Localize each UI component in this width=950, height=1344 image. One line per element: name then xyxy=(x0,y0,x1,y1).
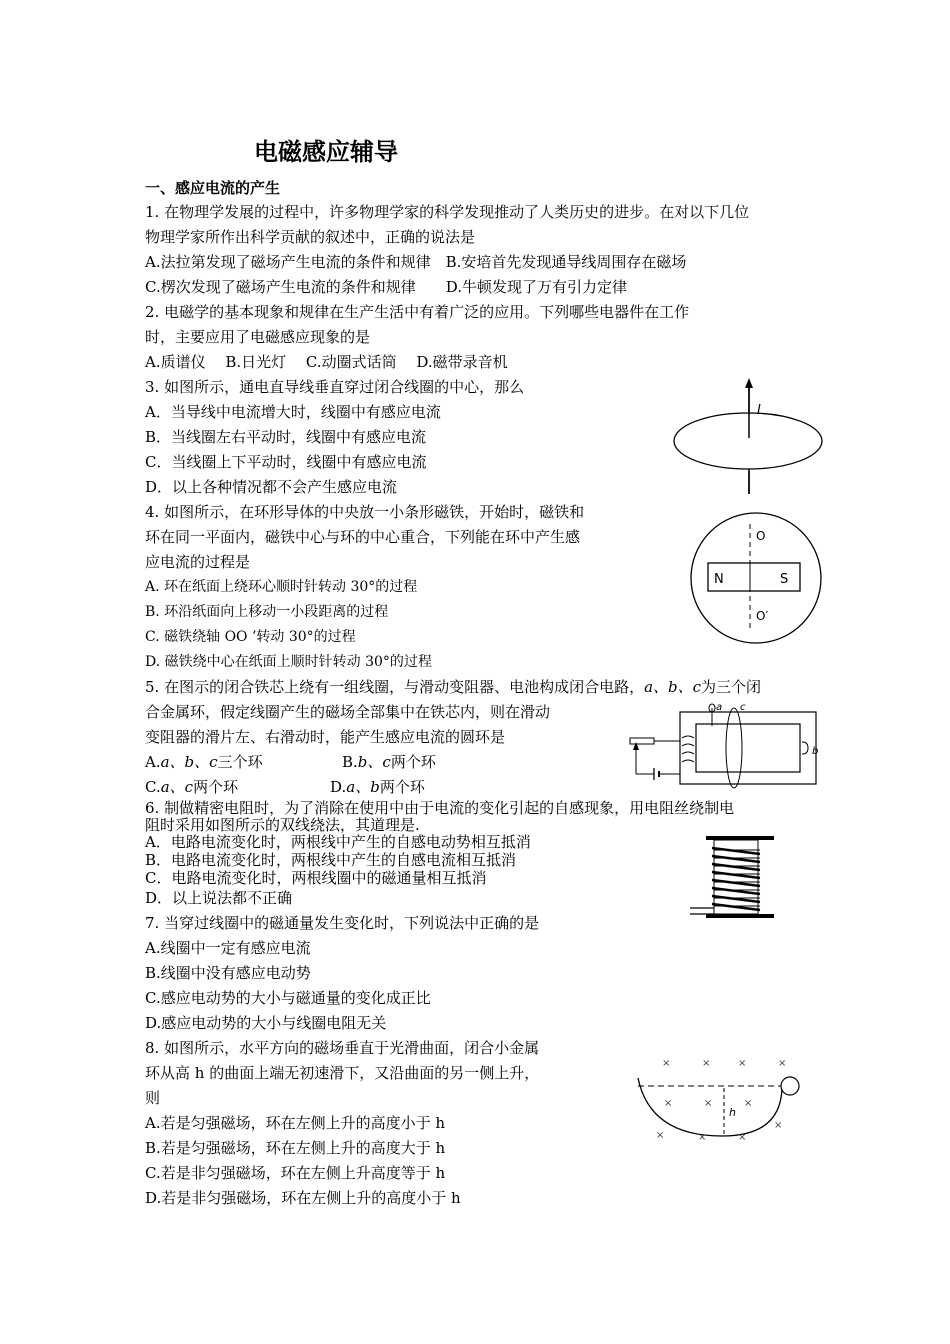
q8-option-b: B.若是匀强磁场，环在左侧上升的高度大于 h xyxy=(145,1139,446,1157)
q5-option-d xyxy=(330,777,425,797)
q5-ring-c-label: c xyxy=(740,702,746,713)
q3-wire-coil-figure xyxy=(668,376,828,498)
q7-option-c: C.感应电动势的大小与磁通量的变化成正比 xyxy=(145,989,431,1007)
q5-stem-line2: 合金属环，假定线圈产生的磁场全部集中在铁芯内，则在滑动 xyxy=(145,703,551,721)
q3-option-b: B．当线圈左右平动时，线圈中有感应电流 xyxy=(145,428,427,446)
q8-stem-line2: 环从高 h 的曲面上端无初速滑下，又沿曲面的另一侧上升， xyxy=(145,1064,540,1082)
q5-d-prefix: D. xyxy=(330,778,347,796)
field-x-mark: × xyxy=(774,1120,783,1131)
q4-stem-line2: 环在同一平面内，磁铁中心与环的中心重合，下列能在环中产生感 xyxy=(145,528,581,546)
q6-option-d: D．以上说法都不正确 xyxy=(145,889,293,907)
field-x-mark: × xyxy=(738,1132,747,1143)
q5-c-suffix: 两个环 xyxy=(193,778,239,796)
q3-stem: 3. 如图所示，通电直导线垂直穿过闭合线圈的中心，那么 xyxy=(145,378,525,396)
q6-option-c: C．电路电流变化时，两根线圈中的磁通量相互抵消 xyxy=(145,869,487,887)
q5-option-a xyxy=(145,752,263,772)
q5-a-vars: a、b、c xyxy=(160,753,218,771)
q5-c-prefix: C. xyxy=(145,778,161,796)
q5-iron-core-circuit-figure xyxy=(624,698,824,790)
q5-d-vars: a、b xyxy=(346,778,380,796)
q4-option-c: C. 磁铁绕轴 OO ’转动 30°的过程 xyxy=(145,629,356,645)
q3-option-d: D．以上各种情况都不会产生感应电流 xyxy=(145,478,398,496)
q3-option-a: A．当导线中电流增大时，线圈中有感应电流 xyxy=(145,403,441,421)
q5-stem-text-c: 为三个闭 xyxy=(701,678,762,696)
field-x-mark: × xyxy=(778,1058,787,1069)
q8-curved-surface-field-figure xyxy=(632,1048,806,1144)
q7-stem: 7. 当穿过线圈中的磁通量发生变化时，下列说法中正确的是 xyxy=(145,914,540,932)
field-x-mark: × xyxy=(664,1098,673,1109)
q3-current-label: I xyxy=(757,403,761,418)
q4-option-b: B. 环沿纸面向上移动一小段距离的过程 xyxy=(145,604,389,620)
q5-a-prefix: A. xyxy=(145,753,161,771)
q4-axis-o-label: O xyxy=(756,529,766,543)
q1-stem-line2: 物理学家所作出科学贡献的叙述中，正确的说法是 xyxy=(145,228,476,246)
q5-a-suffix: 三个环 xyxy=(217,753,263,771)
q5-stem-line1 xyxy=(145,677,761,697)
q7-option-d: D.感应电动势的大小与线圈电阻无关 xyxy=(145,1014,387,1032)
q8-option-a: A.若是匀强磁场，环在左侧上升的高度小于 h xyxy=(145,1114,446,1132)
q8-height-label: h xyxy=(729,1106,736,1119)
field-x-mark: × xyxy=(662,1058,671,1069)
q4-option-d: D. 磁铁绕中心在纸面上顺时针转动 30°的过程 xyxy=(145,654,432,670)
q2-options: A.质谱仪 B.日光灯 C.动圈式话筒 D.磁带录音机 xyxy=(145,353,508,371)
q5-b-suffix: 两个环 xyxy=(390,753,436,771)
q5-ring-b-label: b xyxy=(812,746,819,757)
q8-stem-line3: 则 xyxy=(145,1089,161,1107)
q5-d-suffix: 两个环 xyxy=(379,778,425,796)
q8-stem-line1: 8. 如图所示，水平方向的磁场垂直于光滑曲面，闭合小金属 xyxy=(145,1039,540,1057)
q6-double-wound-coil-figure xyxy=(688,834,780,924)
q3-option-c: C．当线圈上下平动时，线圈中有感应电流 xyxy=(145,453,427,471)
q7-option-a: A.线圈中一定有感应电流 xyxy=(145,939,311,957)
q5-stem-text-a: 5. 在图示的闭合铁芯上绕有一组线圈，与滑动变阻器、电池构成闭合电路， xyxy=(145,678,645,696)
q1-options-line2: C.楞次发现了磁场产生电流的条件和规律 D.牛顿发现了万有引力定律 xyxy=(145,278,627,296)
q6-stem-line1: 6. 制做精密电阻时，为了消除在使用中由于电流的变化引起的自感现象，用电阻丝绕制电 xyxy=(145,799,735,817)
q4-stem-line1: 4. 如图所示，在环形导体的中央放一小条形磁铁，开始时，磁铁和 xyxy=(145,503,585,521)
q5-b-vars: b、c xyxy=(357,753,391,771)
q6-option-a: A．电路电流变化时，两根线中产生的自感电动势相互抵消 xyxy=(145,833,531,851)
field-x-mark: × xyxy=(698,1132,707,1143)
q5-option-b xyxy=(342,752,436,772)
q8-option-c: C.若是非匀强磁场，环在左侧上升高度等于 h xyxy=(145,1164,446,1182)
q2-stem-line1: 2. 电磁学的基本现象和规律在生产生活中有着广泛的应用。下列哪些电器件在工作 xyxy=(145,303,690,321)
field-x-mark: × xyxy=(702,1058,711,1069)
q5-c-vars: a、c xyxy=(160,778,194,796)
q4-option-a: A. 环在纸面上绕环心顺时针转动 30°的过程 xyxy=(145,579,418,595)
q4-axis-o2-label: O′ xyxy=(756,609,769,623)
field-x-mark: × xyxy=(704,1098,713,1109)
section-heading: 一、感应电流的产生 xyxy=(145,179,281,197)
field-x-mark: × xyxy=(656,1130,665,1141)
q4-stem-line3: 应电流的过程是 xyxy=(145,553,251,571)
q5-ring-a-label: a xyxy=(716,702,723,713)
q4-magnet-s-label: S xyxy=(780,572,789,587)
q6-option-b: B．电路电流变化时，两根线中产生的自感电流相互抵消 xyxy=(145,851,517,869)
q1-stem-line1: 1. 在物理学发展的过程中，许多物理学家的科学发现推动了人类历史的进步。在对以下几位 xyxy=(145,203,750,221)
field-x-mark: × xyxy=(744,1098,753,1109)
q6-stem-line2: 阻时采用如图所示的双线绕法，其道理是. xyxy=(145,816,420,834)
q2-stem-line2: 时，主要应用了电磁感应现象的是 xyxy=(145,328,371,346)
q5-b-prefix: B. xyxy=(342,753,358,771)
field-x-mark: × xyxy=(738,1058,747,1069)
page-title: 电磁感应辅导 xyxy=(254,138,398,166)
q1-options-line1: A.法拉第发现了磁场产生电流的条件和规律 B.安培首先发现通导线周围存在磁场 xyxy=(145,253,687,271)
q4-magnet-n-label: N xyxy=(714,572,724,587)
q7-option-b: B.线圈中没有感应电动势 xyxy=(145,964,311,982)
q4-ring-magnet-figure xyxy=(688,510,828,646)
q5-stem-line3: 变阻器的滑片左、右滑动时，能产生感应电流的圆环是 xyxy=(145,728,506,746)
q8-option-d: D.若是非匀强磁场，环在左侧上升的高度小于 h xyxy=(145,1189,461,1207)
q5-stem-vars: a、b、c xyxy=(644,678,702,696)
q5-option-c xyxy=(145,777,238,797)
